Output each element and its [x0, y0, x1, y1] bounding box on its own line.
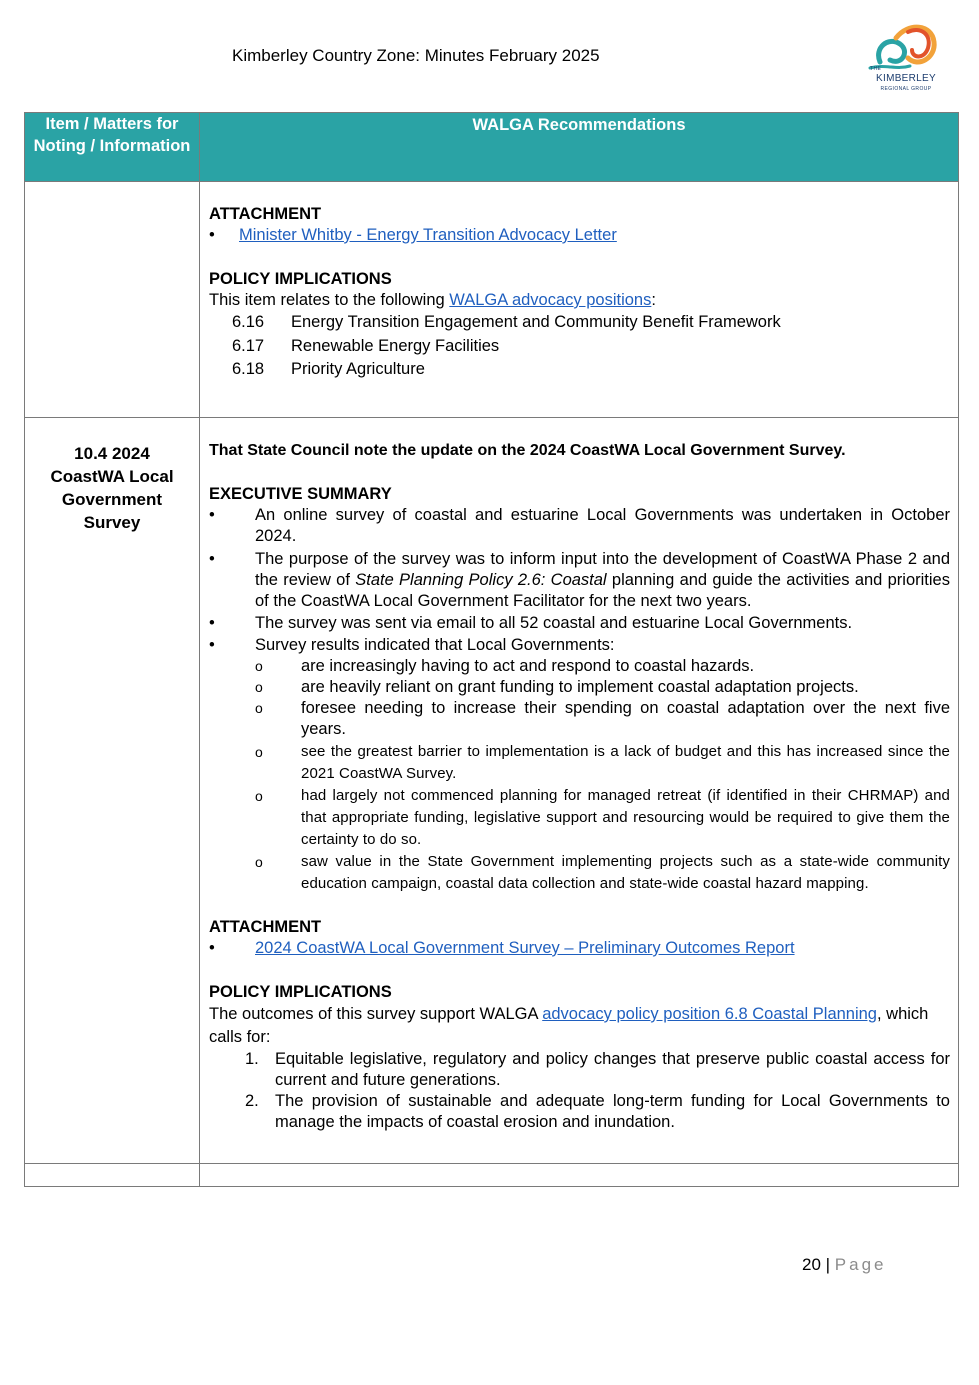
- list-item: • An online survey of coastal and estuarine Local Governments was undertaken in October 2024.: [209, 505, 950, 547]
- policy-text: [209, 1003, 950, 1049]
- coastal-planning-link[interactable]: advocacy policy position 6.8 Coastal Planning: [542, 1005, 877, 1023]
- list-item: [209, 549, 950, 612]
- list-item: [209, 358, 950, 382]
- column-header-recommendations: WALGA Recommendations: [200, 113, 959, 182]
- policy-heading: POLICY IMPLICATIONS: [209, 983, 392, 1001]
- column-header-item: Item / Matters for Noting / Information: [25, 113, 200, 182]
- call-text: The provision of sustainable and adequate long-term funding for Local Governments to manage the impacts of coastal erosion and inundation.: [275, 1092, 950, 1131]
- logo-sub: REGIONAL GROUP: [880, 86, 932, 92]
- page-number-value: 20: [802, 1255, 821, 1274]
- list-item: [209, 311, 950, 335]
- executive-summary-heading: EXECUTIVE SUMMARY: [209, 485, 392, 503]
- minutes-table: [24, 112, 959, 1187]
- results-list: [209, 656, 950, 895]
- attachment-link[interactable]: Minister Whitby - Energy Transition Advocacy Letter: [239, 226, 617, 244]
- policy-heading: POLICY IMPLICATIONS: [209, 270, 392, 288]
- position-number: 6.18: [232, 360, 265, 378]
- attachment-list: [209, 225, 950, 246]
- list-item: o foresee needing to increase their spending on coastal adaptation over the next five years.: [209, 698, 950, 740]
- bullet-text: planning and guide the activities and priorities of the CoastWA Local Government Facilitator for the next two years.: [255, 571, 950, 610]
- list-item: o are heavily reliant on grant funding to implement coastal adaptation projects.: [209, 677, 950, 698]
- list-item: [209, 938, 950, 959]
- list-item: o are increasingly having to act and respond to coastal hazards.: [209, 656, 950, 677]
- position-text: Energy Transition Engagement and Community Benefit Framework: [291, 313, 781, 331]
- attachment-list: [209, 938, 950, 959]
- position-number: 6.16: [232, 313, 265, 331]
- policy-text-pre: The outcomes of this survey support WALGA: [209, 1005, 543, 1023]
- logo-text: [866, 64, 946, 94]
- list-item: [209, 1049, 950, 1091]
- position-text: Priority Agriculture: [291, 360, 425, 378]
- empty-cell: [200, 1164, 959, 1187]
- summary-list: [209, 505, 950, 656]
- list-item: • The survey was sent via email to all 52 coastal and estuarine Local Governments.: [209, 613, 950, 634]
- item-cell-empty: [25, 182, 200, 418]
- list-item: [209, 335, 950, 359]
- empty-cell: [25, 1164, 200, 1187]
- page-label: Page: [834, 1255, 887, 1274]
- logo-small-text: THE: [870, 66, 882, 72]
- table-row: [25, 1164, 959, 1187]
- attachment-link[interactable]: 2024 CoastWA Local Government Survey – Preliminary Outcomes Report: [255, 939, 795, 957]
- call-number: 1.: [245, 1050, 259, 1068]
- bullet-text: The purpose of the survey was to inform input into the development of CoastWA Phase 2 and the review of: [255, 550, 950, 589]
- positions-list: [209, 311, 950, 382]
- policy-text-post: , which calls for:: [209, 1005, 929, 1046]
- policy-intro-colon: :: [651, 291, 656, 309]
- logo-name: KIMBERLEY: [876, 73, 936, 84]
- item-title: 10.4 2024 CoastWA Local Government Survey: [25, 418, 200, 1164]
- recommendation-cell: [200, 418, 959, 1164]
- table-row: [25, 418, 959, 1164]
- list-item: o had largely not commenced planning for managed retreat (if identified in their CHRMAP) and that appropriate funding, legislative support and resourcing would be required to give them the certainty to do so.: [209, 785, 950, 851]
- policy-intro: [209, 290, 950, 311]
- policy-title-italic: State Planning Policy 2.6: Coastal: [355, 571, 607, 589]
- call-number: 2.: [245, 1092, 259, 1110]
- calls-list: [209, 1049, 950, 1133]
- call-text: Equitable legislative, regulatory and policy changes that preserve public coastal access for current and future generations.: [275, 1050, 950, 1089]
- attachment-heading: ATTACHMENT: [209, 918, 322, 936]
- recommendation-text: That State Council note the update on the 2024 CoastWA Local Government Survey.: [209, 442, 846, 459]
- document-header-title: Kimberley Country Zone: Minutes February 2025: [232, 46, 600, 65]
- position-text: Renewable Energy Facilities: [291, 336, 500, 355]
- page-separator: |: [820, 1255, 835, 1274]
- advocacy-positions-link[interactable]: WALGA advocacy positions: [449, 291, 652, 309]
- list-item: o see the greatest barrier to implementation is a lack of budget and this has increased since the 2021 CoastWA Survey.: [209, 741, 950, 785]
- recommendation-cell: [200, 182, 959, 418]
- table-row: [25, 182, 959, 418]
- policy-intro-text: This item relates to the following: [209, 291, 450, 309]
- list-item: o saw value in the State Government implementing projects such as a state-wide community education campaign, coastal data collection and state-wide coastal hazard mapping.: [209, 851, 950, 895]
- position-number: 6.17: [232, 336, 265, 355]
- list-item: [209, 1091, 950, 1133]
- page-number: [802, 1255, 887, 1275]
- list-item: [209, 225, 950, 246]
- attachment-heading: ATTACHMENT: [209, 205, 322, 223]
- list-item: • Survey results indicated that Local Governments:: [209, 635, 950, 656]
